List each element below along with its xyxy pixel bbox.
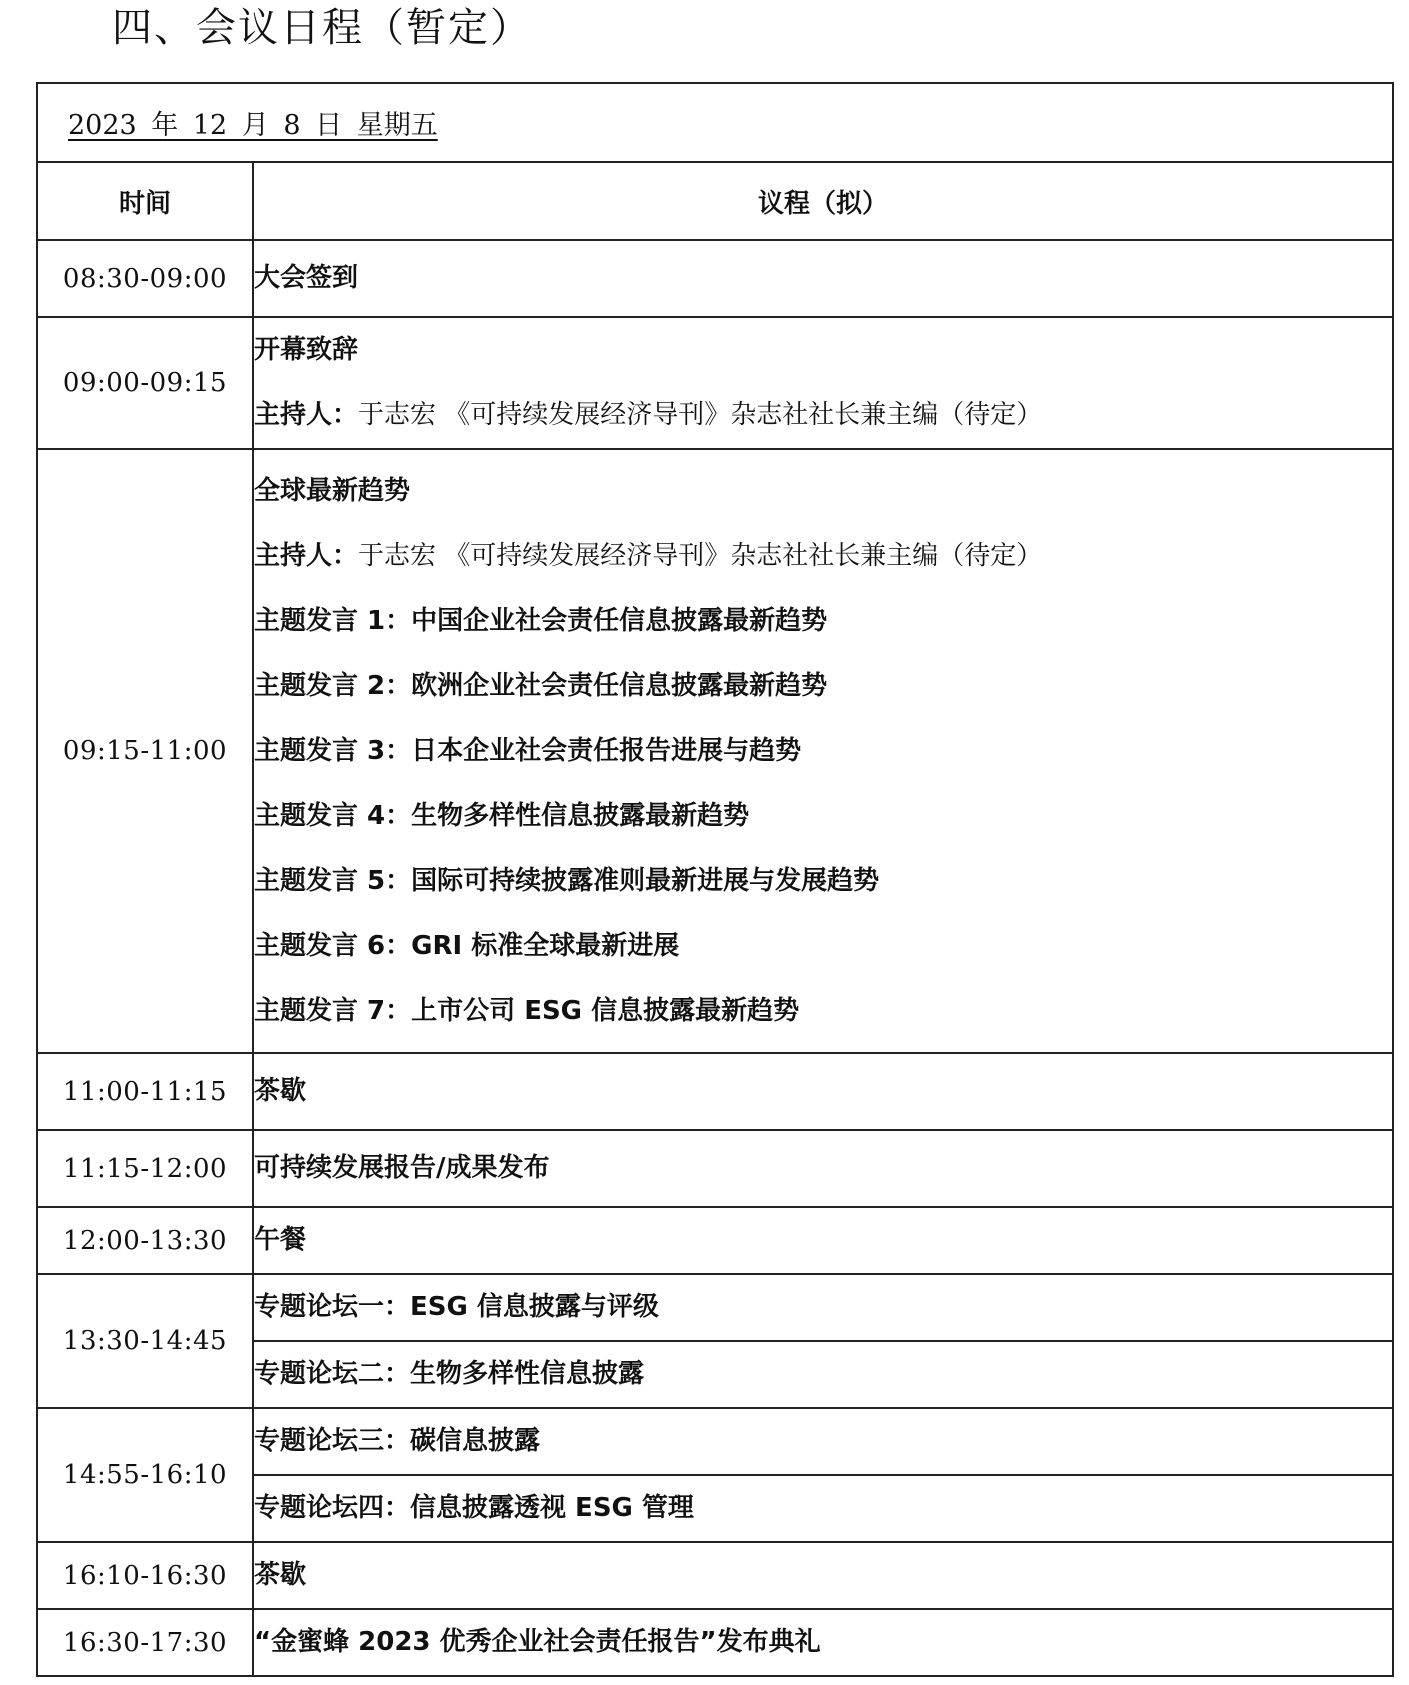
section-title: 四、会议日程（暂定）	[112, 5, 532, 51]
host-text: 于志宏 《可持续发展经济导刊》杂志社社长兼主编（待定）	[358, 540, 1043, 571]
agenda-cell	[253, 240, 1393, 317]
host-label: 主持人：	[254, 540, 359, 571]
agenda-title: 茶歇	[254, 1560, 307, 1590]
time-cell: 09:00-09:15	[37, 317, 253, 449]
meeting-date: 2023 年 12 月 8 日 星期五	[68, 110, 438, 141]
agenda-title: 大会签到	[254, 263, 359, 293]
keynote-item: 主题发言 3：日本企业社会责任报告进展与趋势	[254, 735, 802, 766]
forum-cell	[253, 1341, 1393, 1408]
agenda-cell	[253, 1053, 1393, 1130]
header-time: 时间	[37, 162, 253, 240]
time-cell: 16:10-16:30	[37, 1542, 253, 1609]
keynote-item: 主题发言 6：GRI 标准全球最新进展	[254, 930, 680, 961]
host-line	[254, 524, 1392, 589]
agenda-cell	[253, 1609, 1393, 1676]
keynote-item: 主题发言 1：中国企业社会责任信息披露最新趋势	[254, 605, 828, 636]
agenda-cell	[253, 1207, 1393, 1274]
forum-cell	[253, 1408, 1393, 1475]
forum-cell	[253, 1475, 1393, 1542]
header-row	[37, 162, 1393, 240]
date-row	[37, 83, 1393, 162]
keynote-item: 主题发言 7：上市公司 ESG 信息披露最新趋势	[254, 995, 800, 1026]
time-cell: 09:15-11:00	[37, 449, 253, 1053]
host-line	[254, 383, 1392, 448]
time-cell: 11:15-12:00	[37, 1130, 253, 1207]
table-row	[37, 1053, 1393, 1130]
keynote-item: 主题发言 2：欧洲企业社会责任信息披露最新趋势	[254, 670, 828, 701]
time-cell: 13:30-14:45	[37, 1274, 253, 1408]
agenda-title: 全球最新趋势	[254, 475, 411, 506]
agenda-title: 茶歇	[254, 1076, 307, 1106]
host-text: 于志宏 《可持续发展经济导刊》杂志社社长兼主编（待定）	[358, 400, 1043, 430]
agenda-table	[36, 82, 1394, 1677]
table-row	[37, 1130, 1393, 1207]
keynote-item: 主题发言 4：生物多样性信息披露最新趋势	[254, 800, 750, 831]
table-row	[37, 1207, 1393, 1274]
agenda-title: 开幕致辞	[254, 335, 359, 365]
forum-item: 专题论坛二：生物多样性信息披露	[254, 1359, 645, 1389]
forum-cell	[253, 1274, 1393, 1341]
agenda-title: 可持续发展报告/成果发布	[254, 1153, 550, 1183]
table-row	[37, 240, 1393, 317]
forum-item: 专题论坛四：信息披露透视 ESG 管理	[254, 1493, 694, 1523]
agenda-title: 午餐	[254, 1225, 307, 1255]
agenda-cell	[253, 1542, 1393, 1609]
agenda-title: “金蜜蜂 2023 优秀企业社会责任报告”发布典礼	[254, 1627, 821, 1657]
agenda-cell	[253, 449, 1393, 1053]
agenda-cell	[253, 317, 1393, 449]
table-row	[37, 449, 1393, 1053]
agenda-cell	[253, 1130, 1393, 1207]
host-label: 主持人：	[254, 400, 359, 430]
time-cell: 12:00-13:30	[37, 1207, 253, 1274]
time-cell: 08:30-09:00	[37, 240, 253, 317]
forum-item: 专题论坛一：ESG 信息披露与评级	[254, 1292, 659, 1322]
table-row	[37, 317, 1393, 449]
table-row	[37, 1542, 1393, 1609]
table-row	[37, 1408, 1393, 1475]
keynote-item: 主题发言 5：国际可持续披露准则最新进展与发展趋势	[254, 865, 880, 896]
time-cell: 14:55-16:10	[37, 1408, 253, 1542]
header-agenda: 议程（拟）	[253, 162, 1393, 240]
time-cell: 16:30-17:30	[37, 1609, 253, 1676]
time-cell: 11:00-11:15	[37, 1053, 253, 1130]
table-row	[37, 1274, 1393, 1341]
table-row	[37, 1609, 1393, 1676]
date-cell	[37, 83, 1393, 162]
forum-item: 专题论坛三：碳信息披露	[254, 1426, 541, 1456]
